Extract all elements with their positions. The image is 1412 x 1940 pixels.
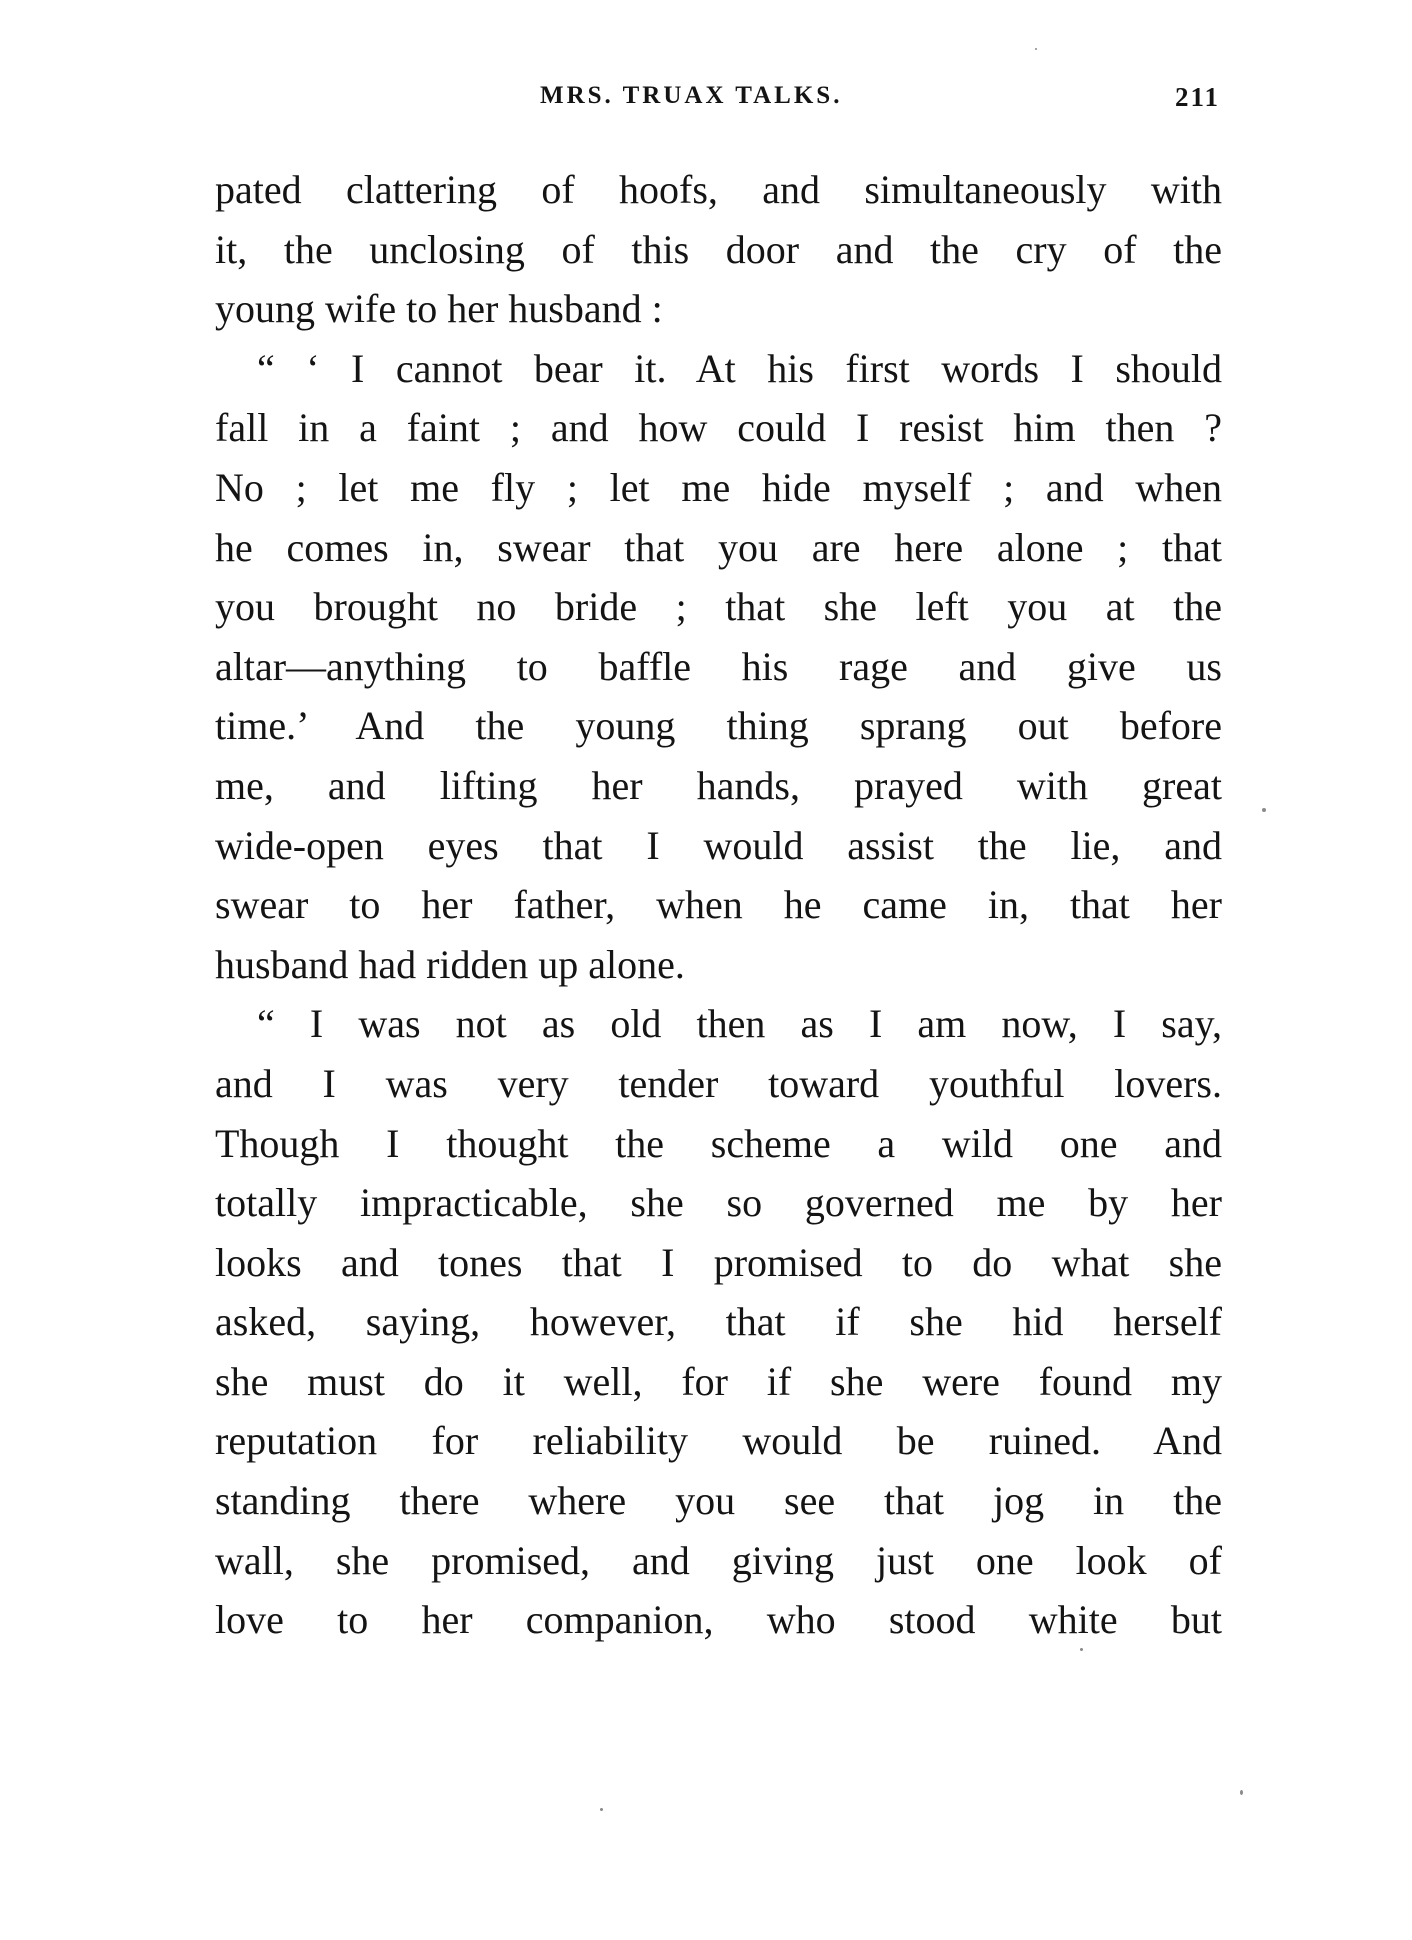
text-line: love to her companion, who stood white but	[215, 1597, 1222, 1643]
text-line: No ; let me fly ; let me hide myself ; and when	[215, 464, 1222, 510]
text-line: me, and lifting her hands, prayed with great	[215, 762, 1222, 808]
text-line: and I was very tender toward youthful lovers.	[215, 1060, 1222, 1106]
text-line: wall, she promised, and giving just one look of	[215, 1537, 1222, 1583]
running-title: MRS. TRUAX TALKS.	[540, 82, 843, 109]
text-line: he comes in, swear that you are here alone ; that	[215, 524, 1222, 570]
text-line: asked, saying, however, that if she hid herself	[215, 1299, 1222, 1345]
text-line: wide-open eyes that I would assist the lie, and	[215, 822, 1222, 868]
text-line: young wife to her husband :	[215, 286, 663, 332]
text-line: you brought no bride ; that she left you at the	[215, 584, 1222, 630]
text-line: “ I was not as old then as I am now, I say,	[257, 1001, 1222, 1047]
text-line: fall in a faint ; and how could I resist him then ?	[215, 405, 1222, 451]
text-line: pated clattering of hoofs, and simultaneously with	[215, 167, 1222, 212]
text-line: reputation for reliability would be ruined. And	[215, 1418, 1222, 1464]
text-line: husband had ridden up alone.	[215, 941, 685, 987]
text-line: “ ‘ I cannot bear it. At his first words I should	[257, 345, 1222, 391]
scan-speck	[600, 1808, 603, 1811]
body-text	[215, 160, 1222, 1650]
text-line: altar—anything to baffle his rage and give us	[215, 643, 1222, 689]
running-header	[540, 82, 1220, 122]
text-line: looks and tones that I promised to do what she	[215, 1239, 1222, 1285]
text-line: totally impracticable, she so governed me by her	[215, 1180, 1222, 1226]
scan-speck	[1035, 48, 1037, 50]
text-line: Though I thought the scheme a wild one and	[215, 1120, 1222, 1166]
text-line: swear to her father, when he came in, that her	[215, 882, 1222, 928]
text-line: standing there where you see that jog in the	[215, 1478, 1222, 1524]
text-line: time.’ And the young thing sprang out before	[215, 703, 1222, 749]
scan-speck	[1262, 808, 1266, 812]
scan-speck	[1240, 1790, 1243, 1795]
page-number: 211	[1174, 82, 1220, 112]
scan-speck	[1080, 1648, 1083, 1651]
text-line: she must do it well, for if she were found my	[215, 1358, 1222, 1404]
text-line: it, the unclosing of this door and the cry of the	[215, 226, 1222, 272]
